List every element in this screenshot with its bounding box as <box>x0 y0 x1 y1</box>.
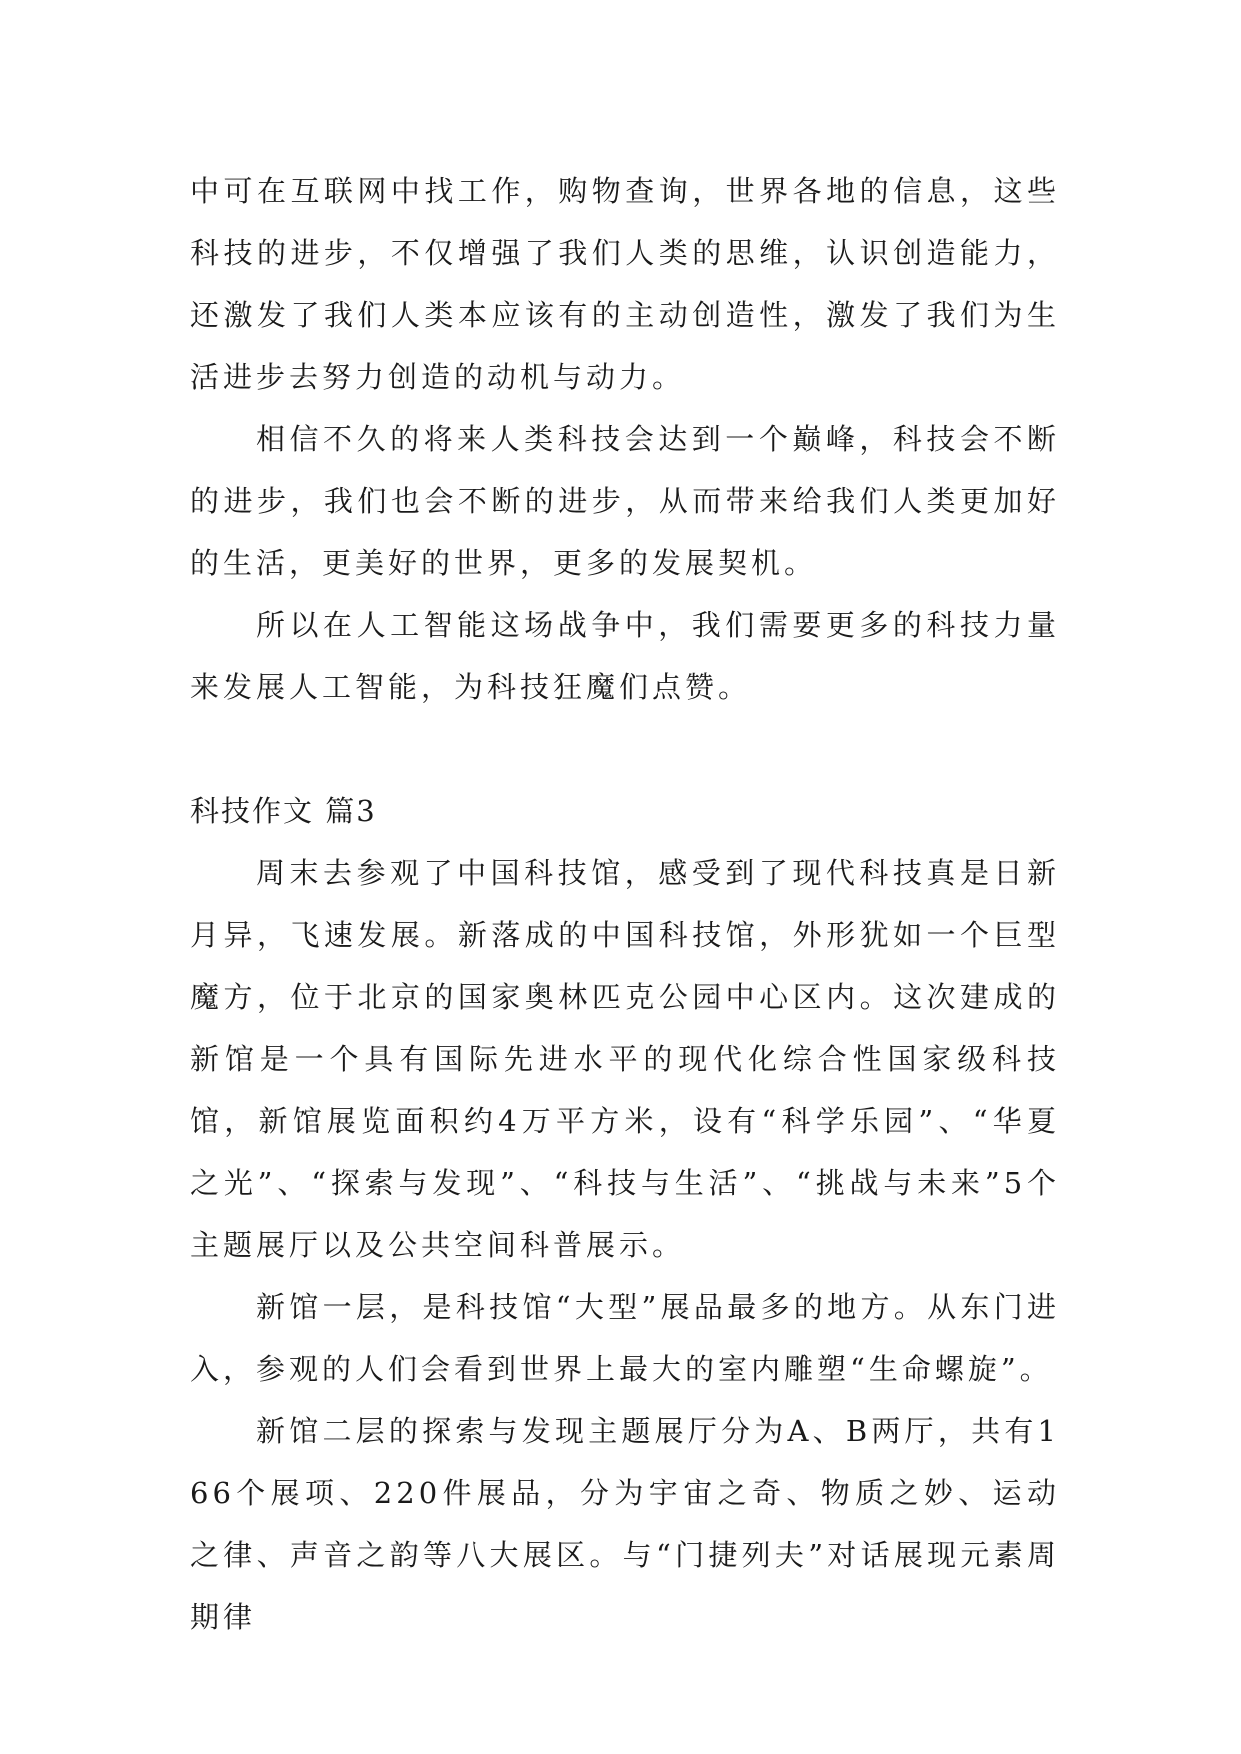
paragraph-ai-conclusion: 所以在人工智能这场战争中，我们需要更多的科技力量来发展人工智能，为科技狂魔们点赞。 <box>190 608 1060 704</box>
paragraph-museum-intro: 周末去参观了中国科技馆，感受到了现代科技真是日新月异，飞速发展。新落成的中国科技馆，外形犹如一个巨型魔方，位于北京的国家奥林匹克公园中心区内。这次建成的新馆是一个具有国际先进水平的现代化综合性国家级科技馆，新馆展览面积约4万平方米，设有“科学乐园”、“华夏之光”、“探索与发现”、“科技与生活”、“挑战与未来”5个主题展厅以及公共空间科普展示。 <box>190 856 1060 1262</box>
document-body <box>190 160 1060 1648</box>
section-title: 科技作文 篇3 <box>190 794 377 828</box>
section-gap <box>190 718 1060 780</box>
paragraph-future-outlook: 相信不久的将来人类科技会达到一个巅峰，科技会不断的进步，我们也会不断的进步，从而带来给我们人类更加好的生活，更美好的世界，更多的发展契机。 <box>190 422 1060 580</box>
paragraph-continuation: 中可在互联网中找工作，购物查询，世界各地的信息，这些科技的进步，不仅增强了我们人类的思维，认识创造能力，还激发了我们人类本应该有的主动创造性，激发了我们为生活进步去努力创造的动机与动力。 <box>190 174 1060 394</box>
paragraph-first-floor: 新馆一层，是科技馆“大型”展品最多的地方。从东门进入，参观的人们会看到世界上最大的室内雕塑“生命螺旋”。 <box>190 1290 1060 1386</box>
paragraph-second-floor: 新馆二层的探索与发现主题展厅分为A、B两厅，共有166个展项、220件展品，分为宇宙之奇、物质之妙、运动之律、声音之韵等八大展区。与“门捷列夫”对话展现元素周期律 <box>190 1414 1060 1634</box>
